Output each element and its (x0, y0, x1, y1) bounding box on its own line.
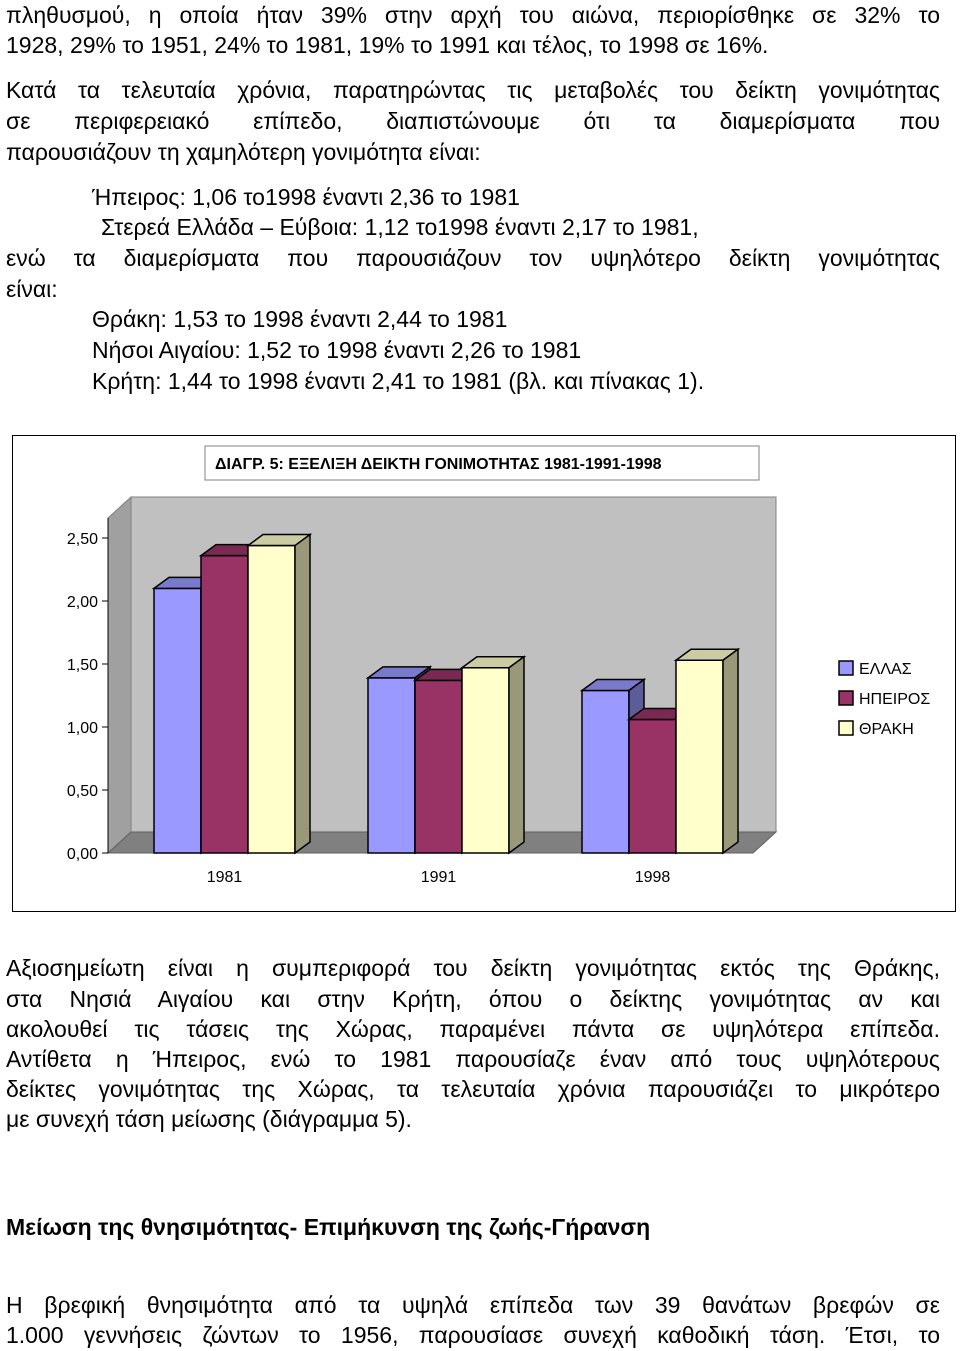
bar-ΘΡΑΚΗ-1991 (462, 657, 524, 853)
x-tick-label: 1981 (206, 869, 243, 886)
paragraph-3-line-2: είναι: (6, 276, 58, 302)
legend-swatch (839, 661, 853, 675)
paragraph-1-line-1: πληθυσμού, η οποία ήταν 39% στην αρχή του αιώνα, περιορίσθηκε σε 32% το (6, 2, 940, 28)
paragraph-5-line-2: 1.000 γεννήσεις ζώντων το 1956, παρουσίασε συνεχή καθοδική τάση. Έτσι, το (6, 1322, 940, 1348)
x-tick-label: 1991 (420, 869, 457, 886)
chart-x-axis (207, 869, 671, 886)
bar-ΘΡΑΚΗ-1998 (676, 649, 738, 853)
paragraph-2-line-3: παρουσιάζουν τη χαμηλότερη γονιμότητα είναι: (6, 139, 481, 165)
high-fertility-crete: Κρήτη: 1,44 το 1998 έναντι 2,41 το 1981 (βλ. και πίνακας 1). (92, 368, 705, 394)
paragraph-4-line-4: Αντίθετα η Ήπειρος, ενώ το 1981 παρουσίαζε έναν από τους υψηλότερους (6, 1046, 940, 1072)
paragraph-1-line-2: 1928, 29% το 1951, 24% το 1981, 19% το 1991 και τέλος, το 1998 σε 16%. (6, 32, 769, 58)
chart-side-wall (108, 497, 131, 853)
chart-title-box (205, 446, 759, 480)
bar-front (629, 719, 676, 853)
bar-ΘΡΑΚΗ-1981 (248, 535, 310, 853)
chart-y-axis (67, 518, 108, 863)
legend-label: ΘΡΑΚΗ (859, 721, 914, 738)
paragraph-4-line-5: δείκτες γονιμότητας της Χώρας, τα τελευταία χρόνια παρουσιάζει το μικρότερο (6, 1076, 940, 1102)
high-fertility-aegean: Νήσοι Αιγαίου: 1,52 το 1998 έναντι 2,26 το 1981 (92, 337, 582, 363)
paragraph-4-line-2: στα Νησιά Αιγαίου και στην Κρήτη, όπου ο δείκτης γονιμότητας αν και (6, 986, 940, 1012)
legend-swatch (839, 721, 853, 735)
paragraph-4-line-1: Αξιοσημείωτη είναι η συμπεριφορά του δείκτη γονιμότητας εκτός της Θράκης, (6, 955, 940, 981)
bar-front (154, 588, 201, 853)
bar-side (723, 649, 738, 853)
paragraph-4-line-6: με συνεχή τάση μείωσης (διάγραμμα 5). (6, 1106, 412, 1132)
paragraph-5-line-1: Η βρεφική θνησιμότητα από τα υψηλά επίπεδα των 39 θανάτων βρεφών σε (6, 1292, 940, 1318)
legend-label: ΕΛΛΑΣ (859, 661, 912, 678)
paragraph-2-line-1: Κατά τα τελευταία χρόνια, παρατηρώντας τις μεταβολές του δείκτη γονιμότητας (6, 77, 940, 103)
legend-swatch (839, 691, 853, 705)
y-tick-label: 0,50 (66, 783, 98, 800)
bar-front (676, 660, 723, 853)
chart-legend (839, 661, 930, 738)
bar-front (248, 546, 295, 853)
fertility-chart (12, 435, 956, 912)
x-tick-label: 1998 (634, 869, 671, 886)
bar-front (582, 690, 629, 853)
section-heading: Μείωση της θνησιμότητας- Επιμήκυνση της ζωής-Γήρανση (6, 1214, 651, 1240)
low-fertility-sterea: Στερεά Ελλάδα – Εύβοια: 1,12 το1998 έναντι 2,17 το 1981, (101, 214, 699, 240)
y-tick-label: 0,00 (66, 846, 98, 863)
low-fertility-epirus: Ήπειρος: 1,06 το1998 έναντι 2,36 το 1981 (92, 184, 520, 210)
legend-label: ΗΠΕΙΡΟΣ (859, 691, 931, 708)
paragraph-4-line-3: ακολουθεί τις τάσεις της Χώρας, παραμένει πάντα σε υψηλότερα επίπεδα. (6, 1016, 940, 1042)
y-tick-label: 2,50 (66, 531, 98, 548)
bar-front (462, 668, 509, 853)
bar-side (509, 657, 524, 853)
chart-title: ΔΙΑΓΡ. 5: ΕΞΕΛΙΞΗ ΔΕΙΚΤΗ ΓΟΝΙΜΟΤΗΤΑΣ 1981-1991-1998 (215, 456, 662, 473)
bar-front (415, 680, 462, 853)
bar-front (201, 556, 248, 853)
chart-svg (13, 436, 955, 911)
paragraph-3-line-1: ενώ τα διαμερίσματα που παρουσιάζουν τον υψηλότερο δείκτη γονιμότητας (6, 245, 940, 271)
high-fertility-thrace: Θράκη: 1,53 το 1998 έναντι 2,44 το 1981 (92, 306, 508, 332)
bar-side (295, 535, 310, 853)
y-tick-label: 1,50 (66, 657, 98, 674)
paragraph-2-line-2: σε περιφερειακό επίπεδο, διαπιστώνουμε ότι τα διαμερίσματα που (6, 108, 940, 134)
y-tick-label: 1,00 (66, 720, 98, 737)
y-tick-label: 2,00 (66, 594, 98, 611)
bar-front (368, 678, 415, 853)
